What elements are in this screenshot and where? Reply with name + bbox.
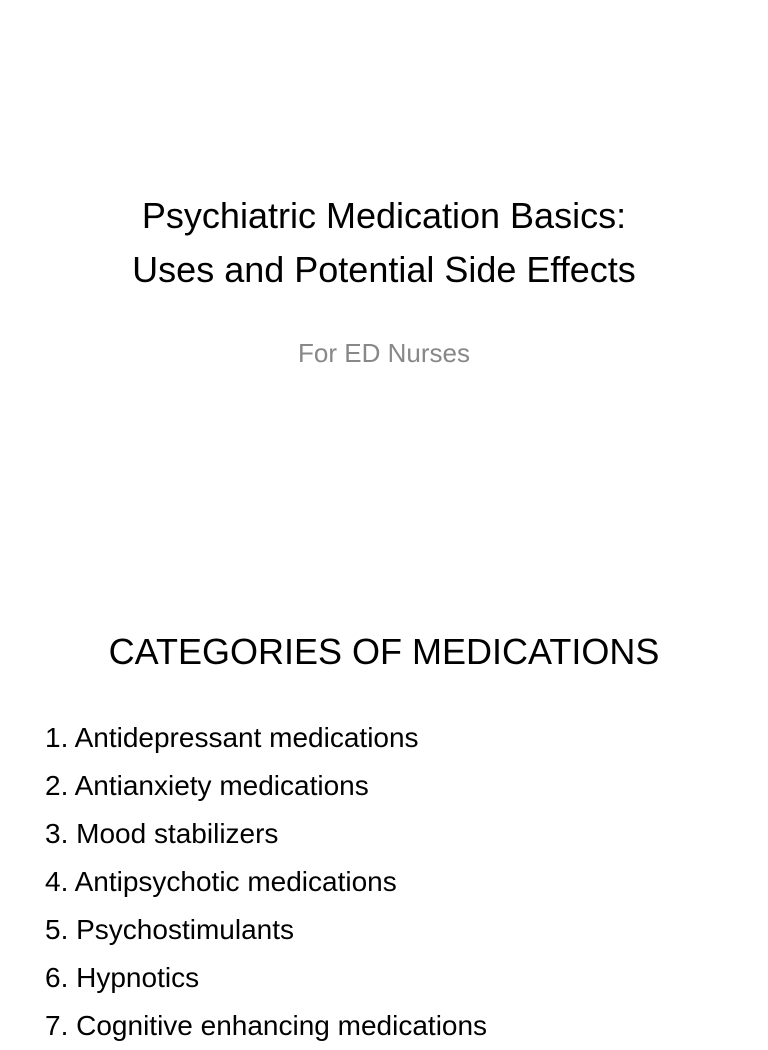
categories-slide	[0, 576, 768, 1041]
medication-category-list	[45, 714, 487, 1050]
list-item: 1. Antidepressant medications	[45, 722, 419, 753]
list-item: 3. Mood stabilizers	[45, 818, 279, 849]
list-item: 4. Antipsychotic medications	[45, 866, 397, 897]
title-line-1: Psychiatric Medication Basics:	[141, 195, 627, 236]
presentation-subtitle: For ED Nurses	[298, 338, 470, 368]
list-item: 2. Antianxiety medications	[45, 770, 369, 801]
list-item: 5. Psychostimulants	[45, 914, 294, 945]
list-item: 6. Hypnotics	[45, 962, 200, 993]
title-line-2: Uses and Potential Side Effects	[132, 249, 636, 290]
presentation-title	[0, 189, 768, 297]
list-item: 7. Cognitive enhancing medications	[45, 1010, 488, 1041]
slide-heading: CATEGORIES OF MEDICATIONS	[108, 631, 660, 672]
